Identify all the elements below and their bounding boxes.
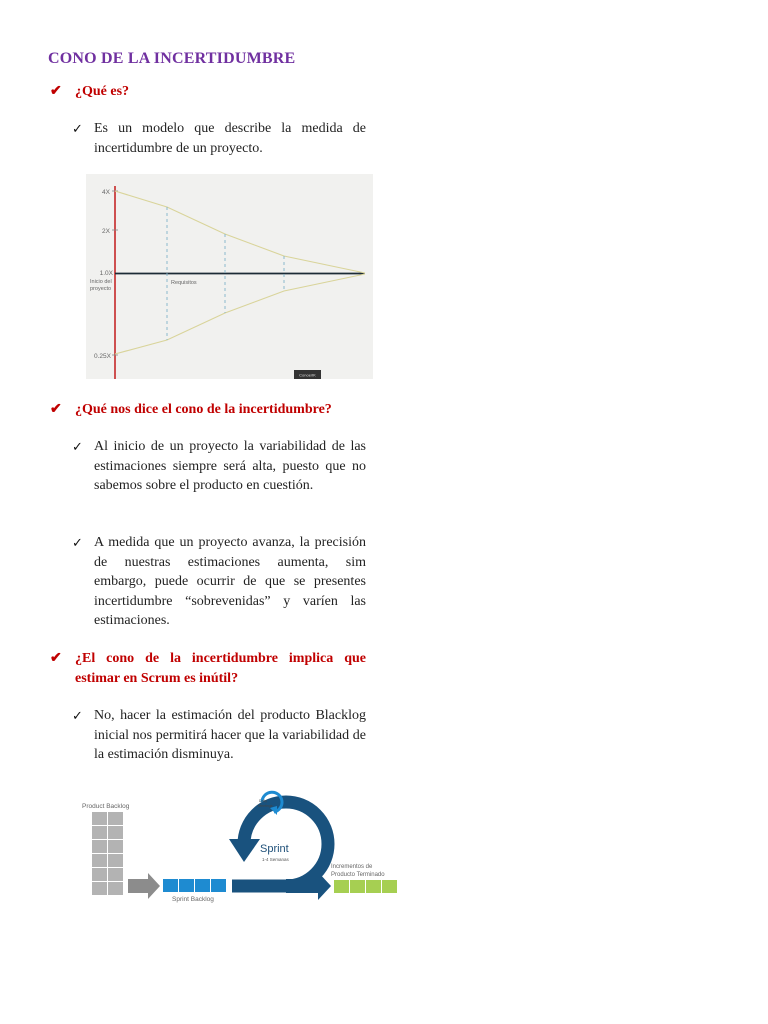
- scrum-process-diagram: [76, 782, 402, 907]
- list-item-text: A medida que un proyecto avanza, la precisión de nuestras estimaciones aumenta, sim embargo, puede ocurrir de que se presentes incertidumbre “sobrevenidas” y varíen las estimaciones.: [94, 535, 366, 628]
- list-item-text: No, hacer la estimación del producto Blacklog inicial nos permitirá hacer que la variabilidad de la estimación disminuya.: [94, 708, 366, 762]
- question-text: ¿Qué es?: [75, 84, 130, 99]
- cone-of-uncertainty-chart: [86, 174, 373, 379]
- check-icon: ✔: [50, 402, 62, 417]
- product-increment-row: [334, 880, 397, 893]
- y-label-2x: 2X: [102, 228, 110, 235]
- y-label-1x: 1.0X: [99, 270, 113, 277]
- meetings-label: Meetings: [258, 804, 273, 808]
- sprint-loop-arrowhead: [229, 839, 260, 862]
- checkmark-icon: ✓: [72, 121, 83, 136]
- checkmark-icon: ✓: [72, 535, 83, 550]
- y-label-025x: 0.25X: [94, 353, 111, 360]
- list-item-text: Al inicio de un proyecto la variabilidad de las estimaciones siempre será alta, puesto que no sabemos sobre el producto en cuestión.: [94, 439, 366, 493]
- sprint-duration-label: 1-4 Semanas: [262, 857, 289, 862]
- question-text-line2: estimar en Scrum es inútil?: [75, 671, 239, 686]
- checkmark-icon: ✓: [72, 708, 83, 723]
- sprint-label: Sprint: [260, 843, 289, 855]
- question-que-nos-dice: [50, 400, 390, 420]
- y-label-4x: 4X: [102, 189, 110, 196]
- product-backlog-grid: [92, 812, 123, 895]
- requisitos-label: Requisitos: [171, 280, 197, 286]
- grey-arrow: [128, 873, 160, 899]
- checkmark-icon: ✓: [72, 439, 83, 454]
- document-title: CONO DE LA INCERTIDUMBRE: [48, 50, 296, 67]
- question-cono-scrum: [50, 649, 370, 689]
- list-item: [72, 119, 372, 159]
- list-item-text: Es un modelo que describe la medida de incertidumbre de un proyecto.: [94, 121, 366, 156]
- y-label-proyecto: proyecto: [90, 286, 112, 292]
- increments-label-line1: Incrementos de: [331, 864, 373, 870]
- question-que-es: [50, 82, 390, 102]
- list-item: [72, 437, 372, 517]
- list-item: [72, 533, 372, 633]
- sprint-backlog-row: [163, 879, 226, 892]
- increments-label-line2: Producto Terminado: [331, 872, 385, 878]
- product-backlog-label: Product Backlog: [82, 803, 130, 810]
- question-text-line1: ¿El cono de la incertidumbre implica que: [75, 651, 366, 666]
- y-label-inicio: Inicio del: [90, 279, 112, 285]
- check-icon: ✔: [50, 84, 62, 99]
- sprint-backlog-label: Sprint Backlog: [172, 896, 214, 903]
- watermark-text: Conoe/IK: [299, 372, 316, 378]
- check-icon: ✔: [50, 651, 62, 666]
- list-item: [72, 706, 372, 766]
- question-text: ¿Qué nos dice el cono de la incertidumbre?: [75, 402, 332, 417]
- daily-label: Daily: [259, 799, 267, 803]
- chart-background: [86, 174, 373, 379]
